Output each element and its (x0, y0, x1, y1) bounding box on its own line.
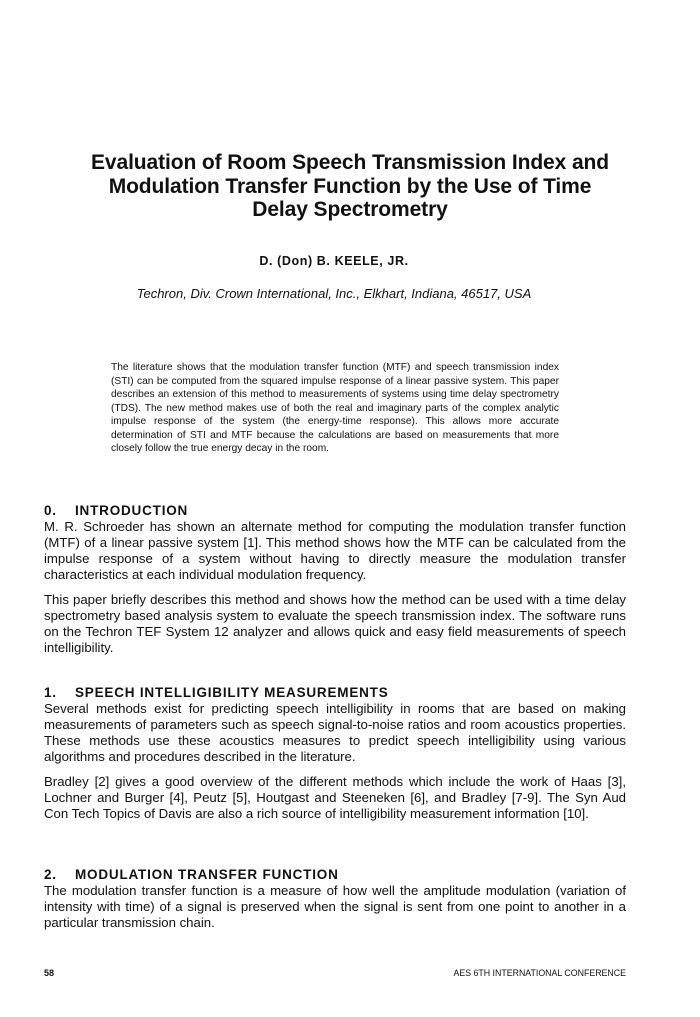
author-affiliation: Techron, Div. Crown International, Inc., Elkhart, Indiana, 46517, USA (136, 286, 532, 301)
section-title: MODULATION TRANSFER FUNCTION (75, 867, 339, 882)
section-heading (44, 685, 626, 701)
section-introduction (44, 503, 626, 656)
section-number: 1. (44, 685, 57, 700)
section-mtf (44, 867, 626, 931)
section-title: SPEECH INTELLIGIBILITY MEASUREMENTS (75, 685, 389, 700)
section-heading (44, 867, 626, 883)
section-speech-intelligibility (44, 685, 626, 822)
title-line: Evaluation of Room Speech Transmission Index and (91, 151, 609, 174)
paper-title (30, 151, 670, 222)
author-name: D. (Don) B. KEELE, JR. (259, 254, 409, 268)
conference-footer: AES 6TH INTERNATIONAL CONFERENCE (453, 968, 626, 978)
page-number: 58 (44, 968, 55, 978)
section-number: 0. (44, 503, 57, 518)
paragraph: The modulation transfer function is a measure of how well the amplitude modulation (variation of intensity with time) of a signal is preserved when the signal is sent from one point to another in a particular transmission chain. (44, 883, 626, 930)
paragraph: Bradley [2] gives a good overview of the different methods which include the work of Haas [3], Lochner and Burger [4], Peutz [5], Houtgast and Steeneken [6], and Bradley [7-9]. The Syn Aud Con Tech Topics of Davis are also a rich source of intelligibility measurement information [10]. (44, 774, 626, 821)
section-title: INTRODUCTION (75, 503, 189, 518)
title-line: Delay Spectrometry (252, 198, 448, 221)
title-line: Modulation Transfer Function by the Use of Time (108, 174, 592, 198)
section-number: 2. (44, 867, 57, 882)
section-heading (44, 503, 626, 519)
paragraph: M. R. Schroeder has shown an alternate method for computing the modulation transfer function (MTF) of a linear passive system [1]. This method shows how the MTF can be calculated from the impulse response of a system without having to directly measure the modulation transfer characteristics at each individual modulation frequency. (44, 519, 626, 582)
abstract: The literature shows that the modulation transfer function (MTF) and speech transmission index (STI) can be computed from the squared impulse response of a linear passive system. This paper describes an extension of this method to measurements of systems using time delay spectrometry (TDS). The new method makes use of both the real and imaginary parts of the complex analytic impulse response of the system (the energy-time response). This allows more accurate determination of STI and MTF because the calculations are based on measurements that more closely follow the true energy decay in the room. (111, 362, 559, 455)
paragraph: This paper briefly describes this method and shows how the method can be used with a time delay spectrometry based analysis system to evaluate the speech transmission index. The software runs on the Techron TEF System 12 analyzer and allows quick and easy field measurements of speech intelligibility. (44, 592, 626, 655)
paragraph: Several methods exist for predicting speech intelligibility in rooms that are based on making measurements of parameters such as speech signal-to-noise ratios and room acoustics properties. These methods use these acoustics measures to predict speech intelligibility using various algorithms and procedures described in the literature. (44, 701, 626, 764)
